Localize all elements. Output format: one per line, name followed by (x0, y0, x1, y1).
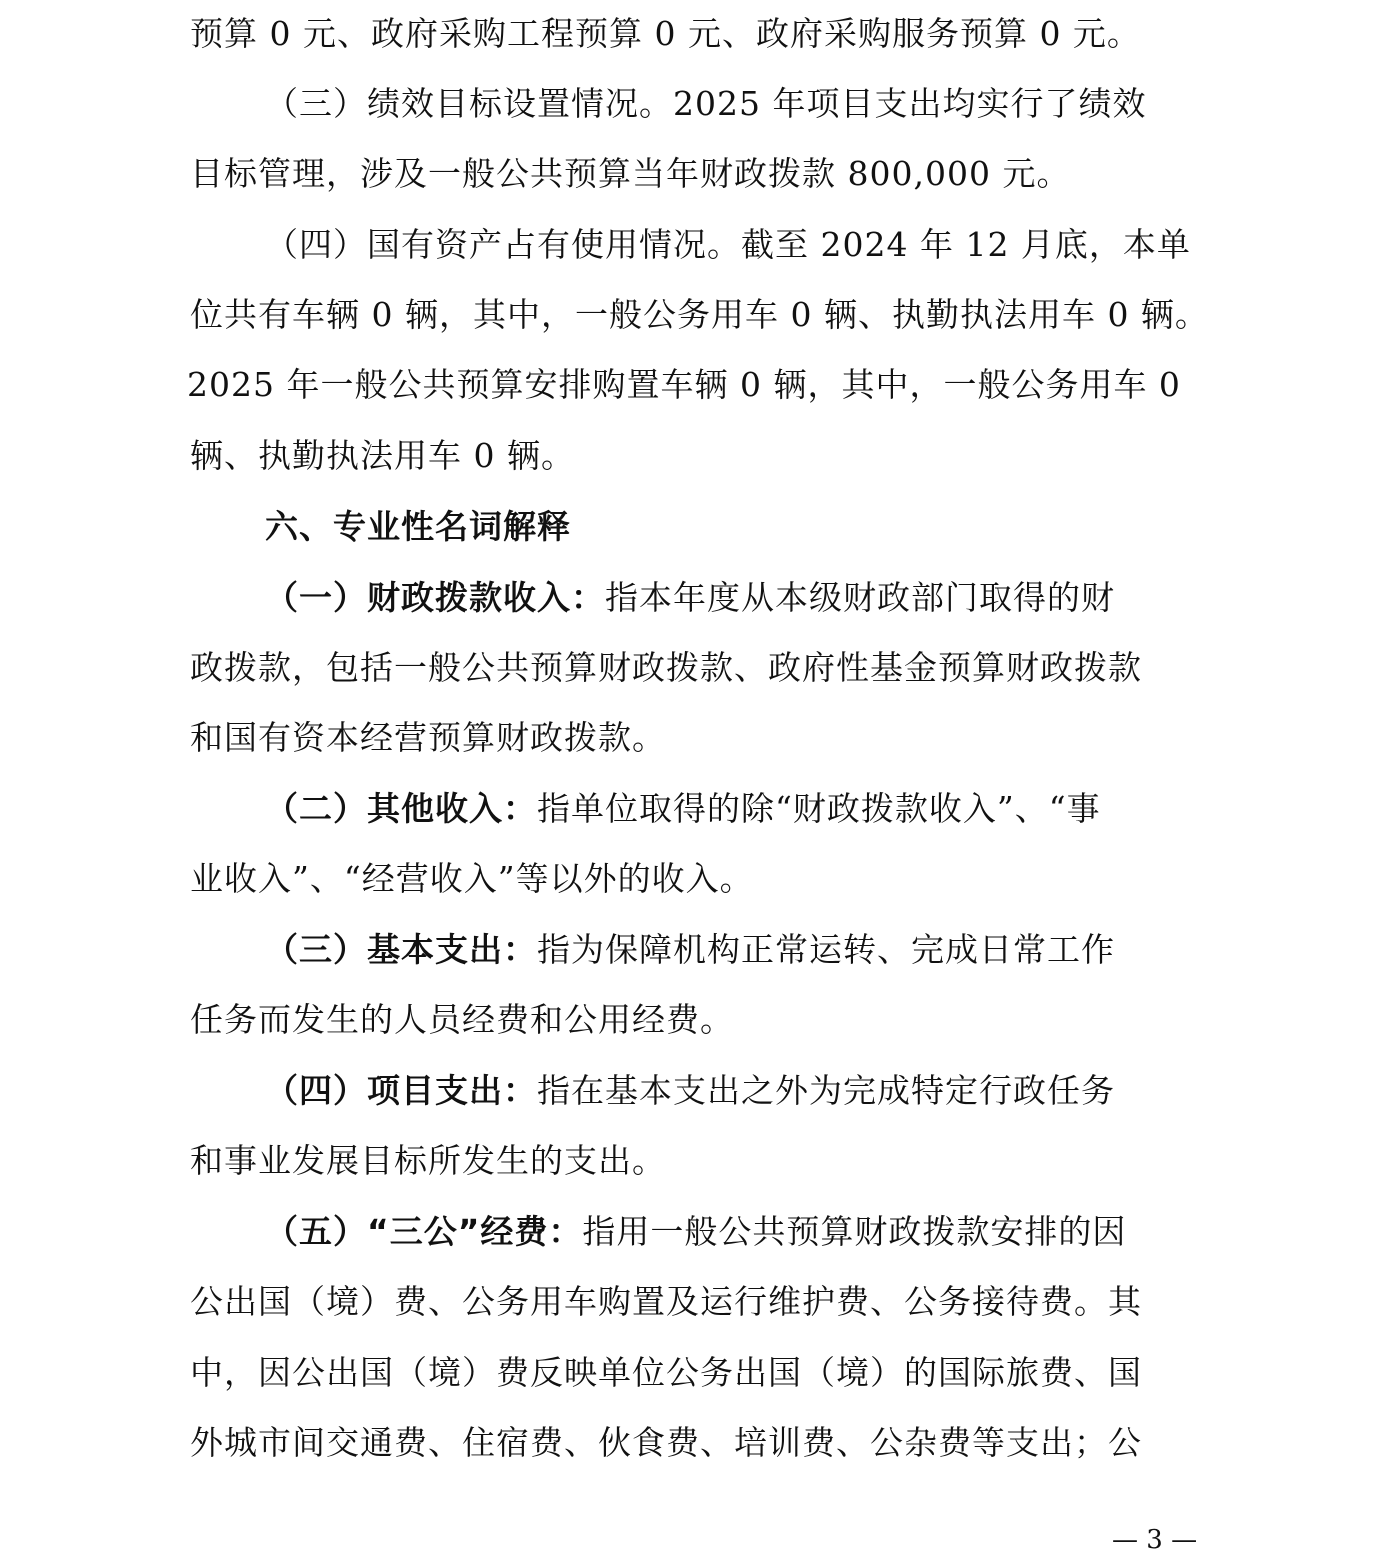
term-label: （一）财政拨款收入： (265, 578, 605, 617)
body-text: 指在基本支出之外为完成特定行政任务 (537, 1071, 1115, 1110)
body-text: 预算 0 元、政府采购工程预算 0 元、政府采购服务预算 0 元。 (190, 14, 1141, 53)
paragraph-line (190, 1353, 1230, 1393)
paragraph-line (190, 14, 1230, 54)
paragraph-line (190, 1000, 1230, 1040)
term-label: （三）基本支出： (265, 930, 537, 969)
body-text: 位共有车辆 0 辆，其中，一般公务用车 0 辆、执勤执法用车 0 辆。 (190, 295, 1209, 334)
assets-lead: （四）国有资产占有使用情况。 (265, 225, 741, 264)
body-text: 指本年度从本级财政部门取得的财 (605, 578, 1115, 617)
paragraph-line (265, 1071, 1225, 1111)
section-heading: 六、专业性名词解释 (265, 507, 571, 546)
performance-lead: （三）绩效目标设置情况。 (265, 84, 673, 123)
paragraph-line (265, 578, 1225, 618)
paragraph-line (190, 154, 1230, 194)
paragraph-line (187, 365, 1227, 405)
paragraph-line (190, 1141, 1230, 1181)
body-text: 指为保障机构正常运转、完成日常工作 (537, 930, 1115, 969)
paragraph-line (190, 1282, 1230, 1322)
paragraph-line (265, 225, 1225, 265)
body-text: 公出国（境）费、公务用车购置及运行维护费、公务接待费。其 (190, 1282, 1142, 1321)
paragraph-line (265, 789, 1225, 829)
paragraph-line (190, 295, 1255, 335)
body-text: 和国有资本经营预算财政拨款。 (190, 718, 666, 757)
body-text: 政拨款，包括一般公共预算财政拨款、政府性基金预算财政拨款 (190, 648, 1142, 687)
body-text: 业收入”、“经营收入”等以外的收入。 (190, 859, 754, 898)
body-text: 指用一般公共预算财政拨款安排的因 (582, 1212, 1127, 1251)
term-label: （五）“三公”经费： (265, 1212, 583, 1251)
body-text: 2025 年一般公共预算安排购置车辆 0 辆，其中，一般公务用车 0 (187, 365, 1181, 404)
body-text: 2025 年项目支出均实行了绩效 (673, 84, 1147, 123)
paragraph-line (190, 648, 1230, 688)
body-text: 任务而发生的人员经费和公用经费。 (190, 1000, 734, 1039)
body-text: 目标管理，涉及一般公共预算当年财政拨款 800,000 元。 (190, 154, 1071, 193)
body-text: 外城市间交通费、住宿费、伙食费、培训费、公杂费等支出；公 (190, 1423, 1142, 1462)
paragraph-line (265, 84, 1225, 124)
paragraph-line (190, 718, 1230, 758)
body-text: 截至 2024 年 12 月底，本单 (741, 225, 1191, 264)
paragraph-line (190, 859, 1230, 899)
term-label: （四）项目支出： (265, 1071, 537, 1110)
paragraph-line (190, 1423, 1230, 1463)
term-label: （二）其他收入： (265, 789, 537, 828)
body-text: 辆、执勤执法用车 0 辆。 (190, 436, 575, 475)
paragraph-line (190, 436, 1230, 476)
page-number: — 3 — (1112, 1525, 1198, 1555)
body-text: 和事业发展目标所发生的支出。 (190, 1141, 666, 1180)
body-text: 中，因公出国（境）费反映单位公务出国（境）的国际旅费、国 (190, 1353, 1142, 1392)
paragraph-line (265, 1212, 1225, 1252)
body-text: 指单位取得的除“财政拨款收入”、“事 (537, 789, 1101, 828)
paragraph-line (265, 930, 1225, 970)
